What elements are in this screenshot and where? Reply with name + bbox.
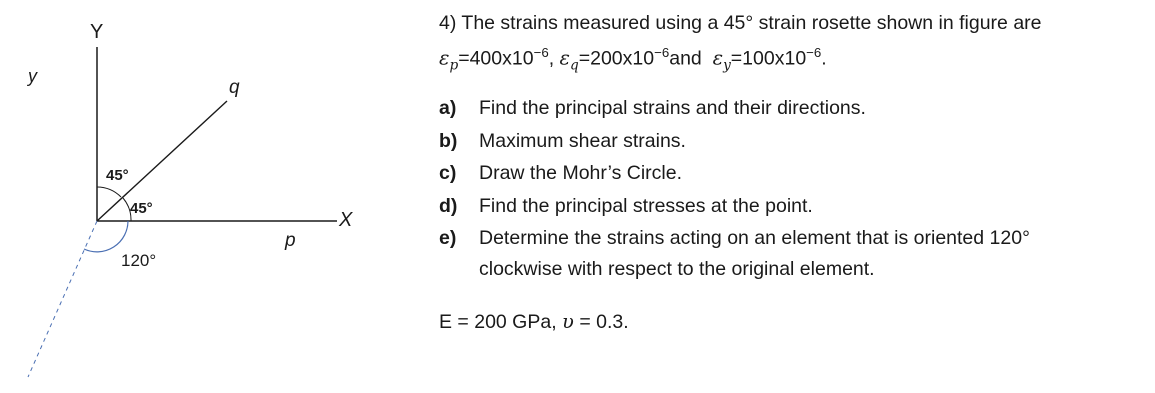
problem-intro: 4) The strains measured using a 45° strain rosette shown in figure are	[439, 12, 1042, 34]
angle-lower-label: 45°	[130, 200, 153, 217]
part-a-tag: a)	[439, 97, 457, 119]
part-d-text: Find the principal stresses at the point.	[479, 195, 813, 217]
part-b-tag: b)	[439, 130, 458, 152]
part-d-tag: d)	[439, 195, 458, 217]
separator: ,	[548, 47, 560, 70]
eps-y-exponent: −6	[806, 45, 822, 60]
eps-q-exponent: −6	[654, 45, 670, 60]
angle-120-label: 120°	[121, 251, 157, 270]
strain-values	[439, 45, 827, 73]
axis-x-label: X	[339, 209, 353, 231]
eps-q-subscript: q	[570, 57, 579, 74]
angle-upper-label: 45°	[106, 167, 129, 184]
eps-y-value: =100x10	[730, 47, 807, 70]
eps-p-exponent: −6	[533, 45, 549, 60]
part-a-text: Find the principal strains and their directions.	[479, 97, 866, 119]
poisson-value: = 0.3.	[573, 311, 629, 333]
eps-q-symbol: ε	[559, 46, 570, 70]
part-e-tag: e)	[439, 227, 457, 249]
eps-q-value: =200x10	[578, 47, 655, 70]
part-c	[439, 162, 682, 185]
gauge-q-label: q	[229, 77, 240, 98]
part-e	[439, 227, 1030, 250]
sentence-end: .	[821, 47, 827, 70]
part-c-text: Draw the Mohr’s Circle.	[479, 162, 682, 184]
angle-arc-upper	[97, 187, 121, 197]
part-c-tag: c)	[439, 162, 457, 184]
part-a	[439, 97, 866, 120]
part-d	[439, 195, 813, 218]
eps-y-subscript: y	[723, 57, 731, 74]
modulus-text: E = 200 GPa,	[439, 311, 563, 333]
material-properties	[439, 310, 629, 334]
eps-p-value: =400x10	[458, 47, 534, 70]
axis-y-label: Y	[90, 21, 104, 43]
gauge-p-label: p	[285, 230, 296, 251]
poisson-symbol: υ	[562, 310, 574, 333]
part-b-text: Maximum shear strains.	[479, 130, 686, 152]
eps-p-subscript: p	[449, 57, 459, 74]
eps-y-symbol: ε	[712, 46, 724, 70]
and-text: and	[669, 47, 702, 70]
part-e-continuation: clockwise with respect to the original element.	[479, 258, 875, 280]
dashed-120-line	[28, 221, 97, 377]
gauge-y-label: y	[28, 66, 37, 86]
q-gauge-line	[97, 101, 227, 221]
eps-p-symbol: ε	[439, 46, 450, 70]
part-e-text: Determine the strains acting on an element that is oriented 120°	[479, 227, 1030, 249]
strain-rosette-diagram	[0, 0, 400, 393]
part-b	[439, 130, 686, 153]
